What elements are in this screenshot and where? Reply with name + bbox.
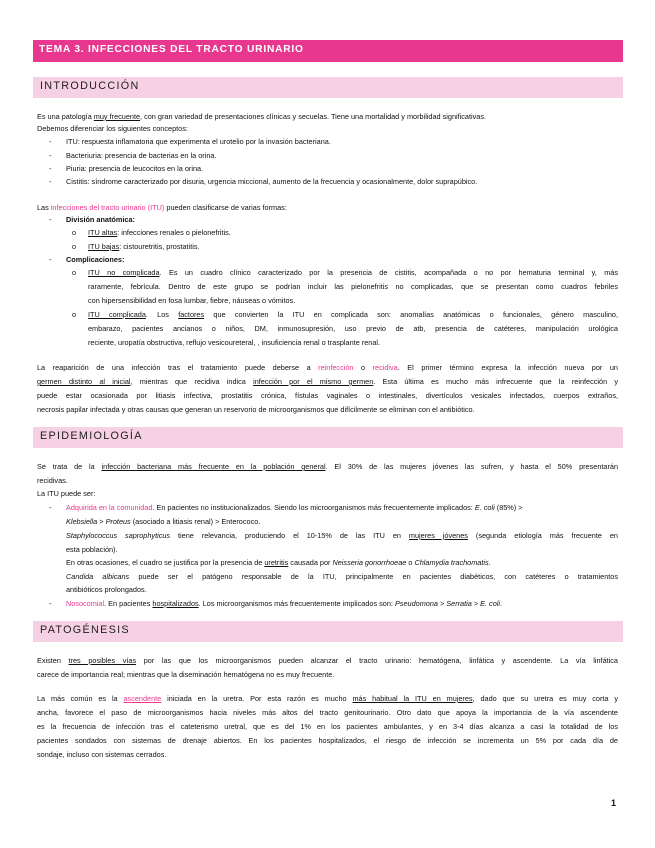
itu-bajas-item: ITU bajas: cistouretritis, prostatitis. xyxy=(88,242,200,251)
bullet-circle: o xyxy=(72,242,77,251)
community-item: Adquirida en la comunidad. En pacientes no institucionalizados. Siendo los microorganismos más frecuentemente implicados: E. coli (85%) > xyxy=(66,503,523,512)
candida-line: antibióticos prolongados. xyxy=(66,585,147,594)
nosocomial-item: Nosocomial. En pacientes hospitalizados. Los microorganismos más frecuentemente implicados son: Pseudomona > Serratia > E. coli. xyxy=(66,599,503,608)
ascending-line: sondaje, incluso con sistemas cerrados. xyxy=(37,750,167,759)
itu-complicada-line: embarazo, pacientes ancianos o niños, DM, inmunosupresión, uso previo de atb, presencia de catéteres, manipulación urológica xyxy=(88,324,618,333)
recurrence-line: necrosis papilar infectada y otras causas que generan un reservorio de microorganismos que difícilmente se eliminan con el antibiótico. xyxy=(37,405,475,414)
document-title: TEMA 3. INFECCIONES DEL TRACTO URINARIO xyxy=(39,44,304,55)
urethritis-line: En otras ocasiones, el cuadro se justifica por la presencia de uretritis causada por Neisseria gonorrhoeae o Chlamydia trachomatis. xyxy=(66,558,491,567)
page-number: 1 xyxy=(611,798,617,808)
intro-paragraph: Es una patología muy frecuente, con gran variedad de presentaciones clínicas y secuelas. Tiene una mortalidad y morbilidad significativas. xyxy=(37,112,487,121)
bullet-dash: - xyxy=(49,177,52,186)
concept-item: Piuria: presencia de leucocitos en la orina. xyxy=(66,164,204,173)
ascending-line: ancha, favorece el paso de microorganismos hacia niveles más altos del tracto genitourinario. Otro dato que apoya la importancia de la vía ascendente xyxy=(37,708,618,717)
section-title: PATOGÉNESIS xyxy=(40,624,130,636)
anatomic-division-label: División anatómica: xyxy=(66,215,135,224)
section-header-epidemiologia xyxy=(33,427,623,448)
staphylococcus-line: esta población). xyxy=(66,545,118,554)
candida-line: Candida albicans puede ser el patógeno responsable de la ITU, principalmente en pacientes diabéticos, con catéteres o tratamientos xyxy=(66,572,619,581)
itu-no-complicada-line: raramente, febrícula. Dentro de este grupo se podrían incluir las pielonefritis no complicadas, que se presentan como cuadros febriles xyxy=(88,282,618,291)
recurrence-line: germen distinto al inicial, mientras que recidiva indica infección por el mismo germen. Esta última es mucho más infrecuente que la reinfección y xyxy=(37,377,619,386)
bullet-dash: - xyxy=(49,503,52,512)
ascending-line: pacientes sondados con sistemas de drenaje abiertos. En los pacientes hospitalizados, el riesgo de infección se incrementa un 5% por cada día de xyxy=(37,736,618,745)
title-banner xyxy=(33,40,623,62)
intro-concepts-lead: Debemos diferenciar los siguientes conceptos: xyxy=(37,124,188,133)
epi-line: recidivas. xyxy=(37,476,68,485)
concept-item: Bacteriuria: presencia de bacterias en la orina. xyxy=(66,151,217,160)
itu-altas-item: ITU altas: infecciones renales o pielonefritis. xyxy=(88,228,231,237)
itu-complicada-line: reciente, uropatía obstructiva, reflujo vesicoureteral, , insuficiencia renal o trasplante renal. xyxy=(88,338,381,347)
section-header-patogenesis xyxy=(33,621,623,642)
bullet-dash: - xyxy=(49,599,52,608)
itu-no-complicada-line: con hipersensibilidad en fosa lumbar, fiebre, náuseas o vómitos. xyxy=(88,296,296,305)
bullet-circle: o xyxy=(72,228,77,237)
section-title: INTRODUCCIÓN xyxy=(40,80,140,92)
bullet-circle: o xyxy=(72,268,77,277)
epi-types-lead: La ITU puede ser: xyxy=(37,489,96,498)
bullet-circle: o xyxy=(72,310,77,319)
routes-paragraph: Existen tres posibles vías por las que los microorganismos pueden alcanzar el tracto urinario: hematógena, linfática y ascendente. La vía linfática xyxy=(37,656,618,665)
recurrence-paragraph: La reaparición de una infección tras el tratamiento puede deberse a reinfección o recidiva. El primer término expresa la infección nueva por un xyxy=(37,363,618,372)
classification-lead: Las infecciones del tracto urinario (ITU) pueden clasificarse de varias formas: xyxy=(37,203,287,212)
bullet-dash: - xyxy=(49,151,52,160)
staphylococcus-line: Staphylococcus saprophyticus tiene relevancia, produciendo el 10-15% de las ITU en mujeres jóvenes (segunda etiología más frecuente en xyxy=(66,531,618,540)
recurrence-line: puede estar ocasionada por litiasis infectiva, prostatitis crónica, fístulas vaginales o intestinales, divertículos vesicales infectados, cuerpos extraños, xyxy=(37,391,618,400)
ascending-paragraph: La más común es la ascendente iniciada en la uretra. Por esta razón es mucho más habitual la ITU en mujeres, dado que su uretra es muy corta y xyxy=(37,694,619,703)
bullet-dash: - xyxy=(49,215,52,224)
concept-item: ITU: respuesta inflamatoria que experimenta el urotelio por la invasión bacteriana. xyxy=(66,137,331,146)
bullet-dash: - xyxy=(49,137,52,146)
routes-line: carece de importancia real; mientras que la diseminación hematógena no es muy frecuente. xyxy=(37,670,335,679)
community-line: Klebsiella > Proteus (asociado a litiasis renal) > Enterococo. xyxy=(66,517,261,526)
ascending-line: es la frecuencia de infección tras el cateterismo uretral, que es del 1% en los pacientes ambulantes, y en 3-4 días alcanza a casi la totalidad de los xyxy=(37,722,618,731)
bullet-dash: - xyxy=(49,164,52,173)
epi-paragraph: Se trata de la infección bacteriana más frecuente en la población general. El 30% de las mujeres jóvenes las sufren, y hasta el 50% presentarán xyxy=(37,462,619,471)
section-title: EPIDEMIOLOGÍA xyxy=(40,430,143,442)
section-header-introduccion xyxy=(33,77,623,98)
concept-item: Cistitis: síndrome caracterizado por disuria, urgencia miccional, aumento de la frecuencia y ocasionalmente, dolor suprapúbico. xyxy=(66,177,478,186)
itu-no-complicada-item: ITU no complicada. Es un cuadro clínico caracterizado por la presencia de cistitis, acompañada o no por hematuria terminal y, más xyxy=(88,268,618,277)
complications-label: Complicaciones: xyxy=(66,255,125,264)
itu-complicada-item: ITU complicada. Los factores que convierten la ITU en complicada son: anomalías anatómicas o funcionales, género masculino, xyxy=(88,310,618,319)
bullet-dash: - xyxy=(49,255,52,264)
